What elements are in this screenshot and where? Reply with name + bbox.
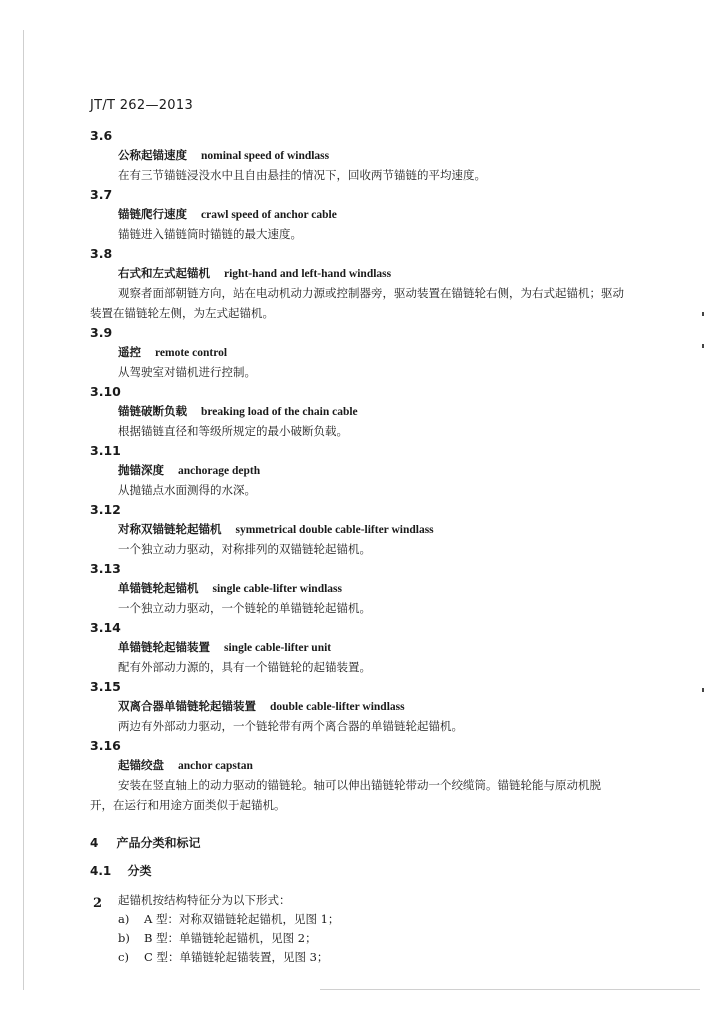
term-number: 3.6 (90, 128, 113, 143)
term-zh: 右式和左式起锚机 (118, 266, 210, 280)
term-heading (118, 520, 630, 539)
definition-line: 安装在竖直轴上的动力驱动的锚链轮。轴可以伸出锚链轮带动一个绞缆筒。锚链轮能与原动机脱 (118, 778, 601, 792)
list-item (118, 948, 630, 967)
term-zh: 公称起锚速度 (118, 148, 187, 162)
term-definition (90, 775, 630, 815)
intro-text: 起锚机按结构特征分为以下形式： (118, 893, 291, 907)
term-en: right-hand and left-hand windlass (224, 268, 392, 280)
term-heading (118, 205, 630, 224)
term-heading (118, 402, 630, 421)
term-definition: 在有三节锚链浸没水中且自由悬挂的情况下，回收两节锚链的平均速度。 (118, 168, 486, 182)
term-number: 3.10 (90, 384, 121, 399)
list-marker: c) (118, 950, 129, 964)
term-heading (118, 343, 630, 362)
term-definition: 两边有外部动力驱动，一个链轮带有两个离合器的单锚链轮起锚机。 (118, 719, 463, 733)
term-definition (90, 283, 630, 323)
scan-left-border (23, 30, 24, 990)
term-number: 3.7 (90, 187, 113, 202)
term-definition: 一个独立动力驱动，对称排列的双锚链轮起锚机。 (118, 542, 371, 556)
section-4-1-heading (90, 861, 630, 881)
term-en: breaking load of the chain cable (201, 406, 358, 418)
term-en: anchorage depth (178, 465, 261, 477)
term-zh: 锚链爬行速度 (118, 207, 187, 221)
term-number: 3.13 (90, 561, 121, 576)
section-4-heading (90, 833, 630, 853)
term-heading (118, 638, 630, 657)
term-zh: 双离合器单锚链轮起锚装置 (118, 699, 256, 713)
definition-line: 开，在运行和用途方面类似于起锚机。 (90, 798, 286, 812)
term-heading (118, 146, 630, 165)
list-item (118, 929, 630, 948)
scan-edge-mark (702, 312, 704, 316)
term-heading (118, 697, 630, 716)
section-4-title: 产品分类和标记 (116, 836, 201, 850)
term-heading (118, 264, 630, 283)
list-text: B 型：单锚链轮起锚机，见图 2； (144, 931, 317, 945)
term-number: 3.15 (90, 679, 121, 694)
term-heading (118, 756, 630, 775)
terms-list (90, 126, 630, 815)
term-number: 3.11 (90, 443, 121, 458)
term-en: crawl speed of anchor cable (201, 209, 337, 221)
list-text: C 型：单锚链轮起锚装置，见图 3； (144, 950, 329, 964)
scan-edge-mark (702, 344, 704, 348)
term-zh: 遥控 (118, 345, 141, 359)
term-definition: 一个独立动力驱动，一个链轮的单锚链轮起锚机。 (118, 601, 371, 615)
term-number: 3.12 (90, 502, 121, 517)
term-en: nominal speed of windlass (201, 150, 330, 162)
term-zh: 对称双锚链轮起锚机 (118, 522, 222, 536)
term-heading (118, 579, 630, 598)
section-4-number: 4 (90, 836, 99, 850)
classification-list (118, 910, 630, 967)
definition-line: 观察者面部朝链方向，站在电动机动力源或控制器旁，驱动装置在锚链轮右侧，为右式起锚机；驱动 (118, 286, 624, 300)
term-number: 3.14 (90, 620, 121, 635)
term-en: double cable-lifter windlass (270, 701, 405, 713)
term-zh: 单锚链轮起锚机 (118, 581, 199, 595)
term-zh: 抛锚深度 (118, 463, 164, 477)
term-en: single cable-lifter windlass (212, 583, 342, 595)
page-number: 2 (93, 896, 103, 911)
term-number: 3.9 (90, 325, 113, 340)
list-marker: b) (118, 931, 130, 945)
list-marker: a) (118, 912, 130, 926)
term-heading (118, 461, 630, 480)
term-zh: 锚链破断负载 (118, 404, 187, 418)
term-definition: 锚链进入锚链筒时锚链的最大速度。 (118, 227, 302, 241)
term-en: single cable-lifter unit (224, 642, 332, 654)
term-en: anchor capstan (178, 760, 253, 772)
term-definition: 根据锚链直径和等级所规定的最小破断负载。 (118, 424, 348, 438)
definition-line: 装置在锚链轮左侧，为左式起锚机。 (90, 306, 274, 320)
section-4-1-title: 分类 (127, 864, 152, 878)
term-zh: 起锚绞盘 (118, 758, 164, 772)
term-number: 3.16 (90, 738, 121, 753)
term-definition: 从驾驶室对锚机进行控制。 (118, 365, 256, 379)
classification-intro (118, 891, 630, 967)
term-en: remote control (155, 347, 228, 359)
standard-header: JT/T 262—2013 (90, 98, 194, 113)
term-number: 3.8 (90, 246, 113, 261)
term-zh: 单锚链轮起锚装置 (118, 640, 210, 654)
scan-edge-mark (702, 688, 704, 692)
section-4-1-number: 4.1 (90, 864, 112, 878)
scan-bottom-border (320, 989, 700, 990)
document-body (90, 126, 630, 967)
list-item (118, 910, 630, 929)
list-text: A 型：对称双锚链轮起锚机，见图 1； (144, 912, 340, 926)
term-definition: 配有外部动力源的，具有一个锚链轮的起锚装置。 (118, 660, 371, 674)
term-en: symmetrical double cable-lifter windlass (235, 524, 434, 536)
term-definition: 从抛锚点水面测得的水深。 (118, 483, 256, 497)
